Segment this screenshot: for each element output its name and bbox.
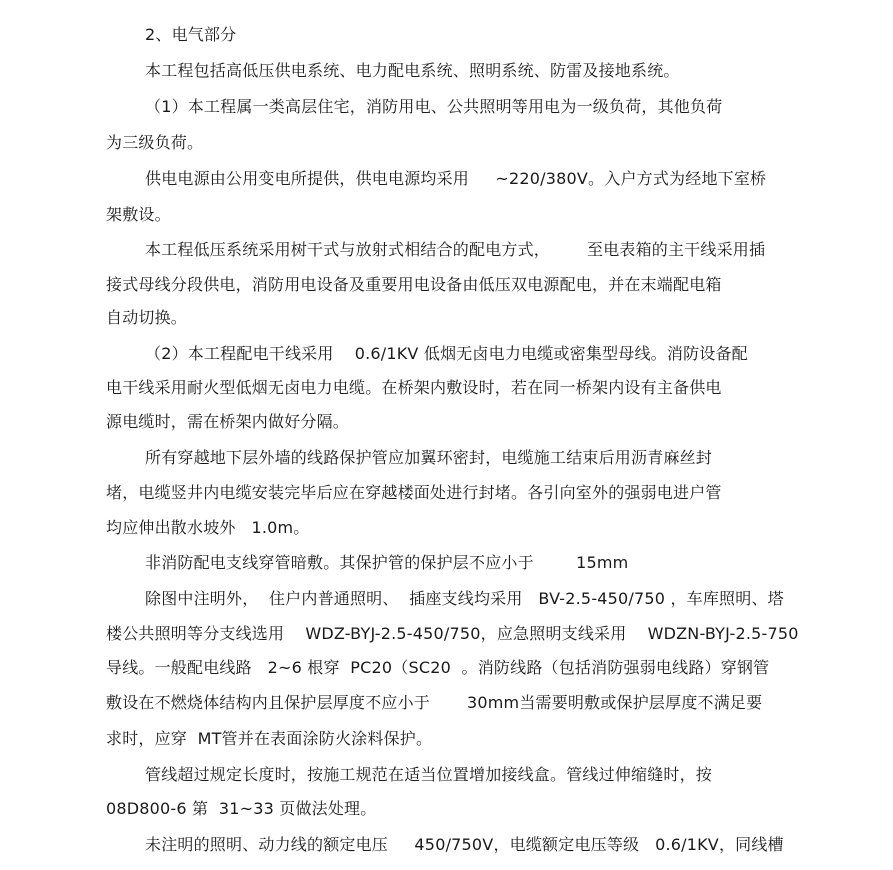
- text-line: 08D800-6 第 31~33 页做法处理。: [106, 799, 377, 818]
- text-line: 架敷设。: [106, 205, 171, 224]
- text-line: 自动切换。: [106, 308, 188, 327]
- text-line: 导线。一般配电线路 2~6 根穿 PC20（SC20 。消防线路（包括消防强弱电线路）穿钢管: [106, 658, 770, 677]
- text-line: 非消防配电支线穿管暗敷。其保护管的保护层不应小于 15mm: [145, 553, 629, 572]
- text-line: 接式母线分段供电，消防用电设备及重要用电设备由低压双电源配电，并在末端配电箱: [106, 275, 722, 294]
- text-line: 本工程低压系统采用树干式与放射式相结合的配电方式， 至电表箱的主干线采用插: [145, 240, 766, 259]
- text-line: 源电缆时，需在桥架内做好分隔。: [106, 412, 350, 431]
- text-line: 所有穿越地下层外墙的线路保护管应加翼环密封，电缆施工结束后用沥青麻丝封: [145, 448, 713, 467]
- text-line: （1）本工程属一类高层住宅，消防用电、公共照明等用电为一级负荷，其他负荷: [145, 97, 723, 116]
- text-line: 电干线采用耐火型低烟无卤电力电缆。在桥架内敷设时，若在同一桥架内设有主备供电: [106, 378, 722, 397]
- text-line: 除图中注明外， 住户内普通照明、 插座支线均采用 BV-2.5-450/750 ，车库照明、塔: [145, 589, 784, 608]
- text-line: （2）本工程配电干线采用 0.6/1KV 低烟无卤电力电缆或密集型母线。消防设备配: [145, 344, 748, 363]
- text-line: 本工程包括高低压供电系统、电力配电系统、照明系统、防雷及接地系统。: [145, 61, 680, 80]
- text-line: 楼公共照明等分支线选用 WDZ-BYJ-2.5-450/750，应急照明支线采用 WDZN-BYJ-2.5-750: [106, 624, 799, 643]
- text-line: 供电电源由公用变电所提供，供电电源均采用 ~220/380V。入户方式为经地下室桥: [145, 169, 767, 188]
- text-line: 为三级负荷。: [106, 133, 204, 152]
- text-line: 未注明的照明、动力线的额定电压 450/750V，电缆额定电压等级 0.6/1KV，同线槽: [145, 835, 784, 854]
- text-line: 均应伸出散水坡外 1.0m。: [106, 518, 310, 537]
- text-line: 堵，电缆竖井内电缆安装完毕后应在穿越楼面处进行封堵。各引向室外的强弱电进户管: [106, 483, 722, 502]
- text-line: 敷设在不燃烧体结构内且保护层厚度不应小于 30mm当需要明敷或保护层厚度不满足要: [106, 693, 763, 712]
- text-line: 求时，应穿 MT管并在表面涂防火涂料保护。: [106, 729, 433, 748]
- text-line: 管线超过规定长度时，按施工规范在适当位置增加接线盒。管线过伸缩缝时，按: [145, 765, 713, 784]
- section-heading: 2、电气部分: [145, 25, 237, 44]
